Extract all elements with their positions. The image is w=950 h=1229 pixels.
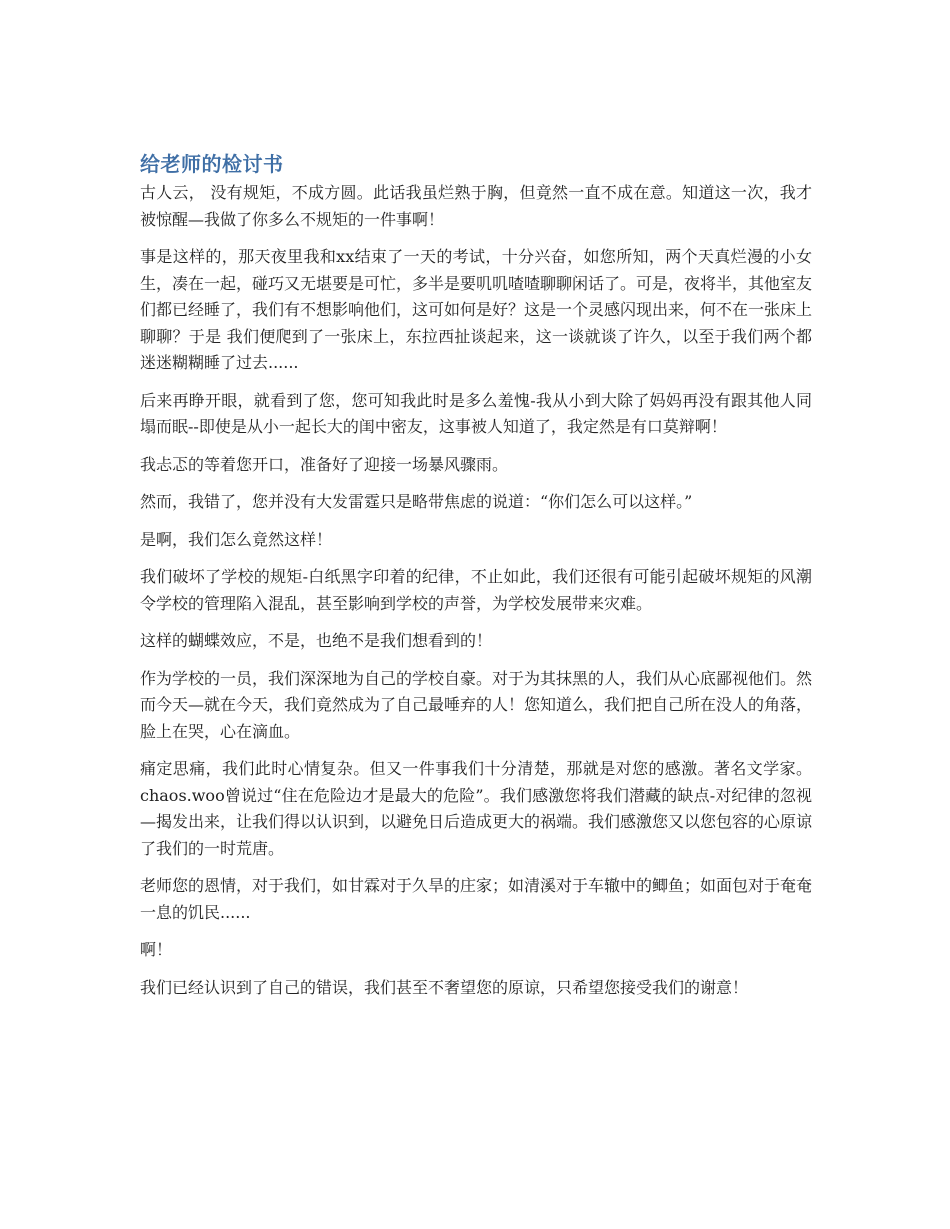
- paragraph-1: 古人云， 没有规矩，不成方圆。此话我虽烂熟于胸，但竟然一直不成在意。知道这一次，我才被惊醒—我做了你多么不规矩的一件事啊！: [140, 183, 812, 229]
- paragraph-6: 是啊，我们怎么竟然这样！: [140, 529, 333, 549]
- paragraph-9: 作为学校的一员，我们深深地为自己的学校自豪。对于为其抹黑的人，我们从心底鄙视他们。然而今天—就在今天，我们竟然成为了自己最唾弃的人！您知道么，我们把自己所在没人的角落，脸上在哭，心在滴血。: [140, 668, 813, 741]
- paragraph-4: 我忐忑的等着您开口，准备好了迎接一场暴风骤雨。: [140, 454, 509, 474]
- paragraph-8: 这样的蝴蝶效应，不是，也绝不是我们想看到的！: [140, 631, 493, 650]
- paragraph-7: 我们破坏了学校的规矩-白纸黑字印着的纪律，不止如此，我们还很有可能引起破坏规矩的风潮令学校的管理陷入混乱，甚至影响到学校的声誉，为学校发展带来灾难。: [140, 567, 812, 613]
- document-body: [140, 150, 812, 1012]
- document-title: 给老师的检讨书: [140, 152, 284, 176]
- paragraph-3: 后来再睁开眼，就看到了您，您可知我此时是多么羞愧-我从小到大除了妈妈再没有跟其他人同塌而眠--即使是从小一起长大的闺中密友，这事被人知道了，我定然是有口莫辩啊！: [140, 390, 812, 436]
- paragraph-2: 事是这样的，那天夜里我和xx结束了一天的考试，十分兴奋，如您所知，两个天真烂漫的小女生，凑在一起，碰巧又无堪要是可忙，多半是要叽叽喳喳聊聊闲话了。可是，夜将半，其他室友们都已经睡了，我们有不想影响他们，这可如何是好？这是一个灵感闪现出来，何不在一张床上聊聊？于是 我们便爬到了一张床上，东拉西扯谈起来，这一谈就谈了许久，以至于我们两个都迷迷糊糊睡了过去......: [140, 247, 813, 372]
- paragraph-13: 我们已经认识到了自己的错误，我们甚至不奢望您的原谅，只希望您接受我们的谢意！: [140, 977, 749, 997]
- paragraph-10: 痛定思痛，我们此时心情复杂。但又一件事我们十分清楚，那就是对您的感激。著名文学家。chaos.woo曾说过“住在危险边才是最大的危险”。我们感激您将我们潜藏的缺点-对纪律的忽视—揭发出来，让我们得以认识到，以避免日后造成更大的祸端。我们感激您又以您包容的心原谅了我们的一时荒唐。: [140, 759, 813, 858]
- paragraph-11: 老师您的恩情，对于我们，如甘霖对于久旱的庄家；如清溪对于车辙中的鲫鱼；如面包对于奄奄一息的饥民......: [140, 876, 813, 922]
- paragraph-5: 然而，我错了，您并没有大发雷霆只是略带焦虑的说道：“你们怎么可以这样。”: [140, 492, 693, 511]
- paragraph-12: 啊！: [140, 940, 173, 959]
